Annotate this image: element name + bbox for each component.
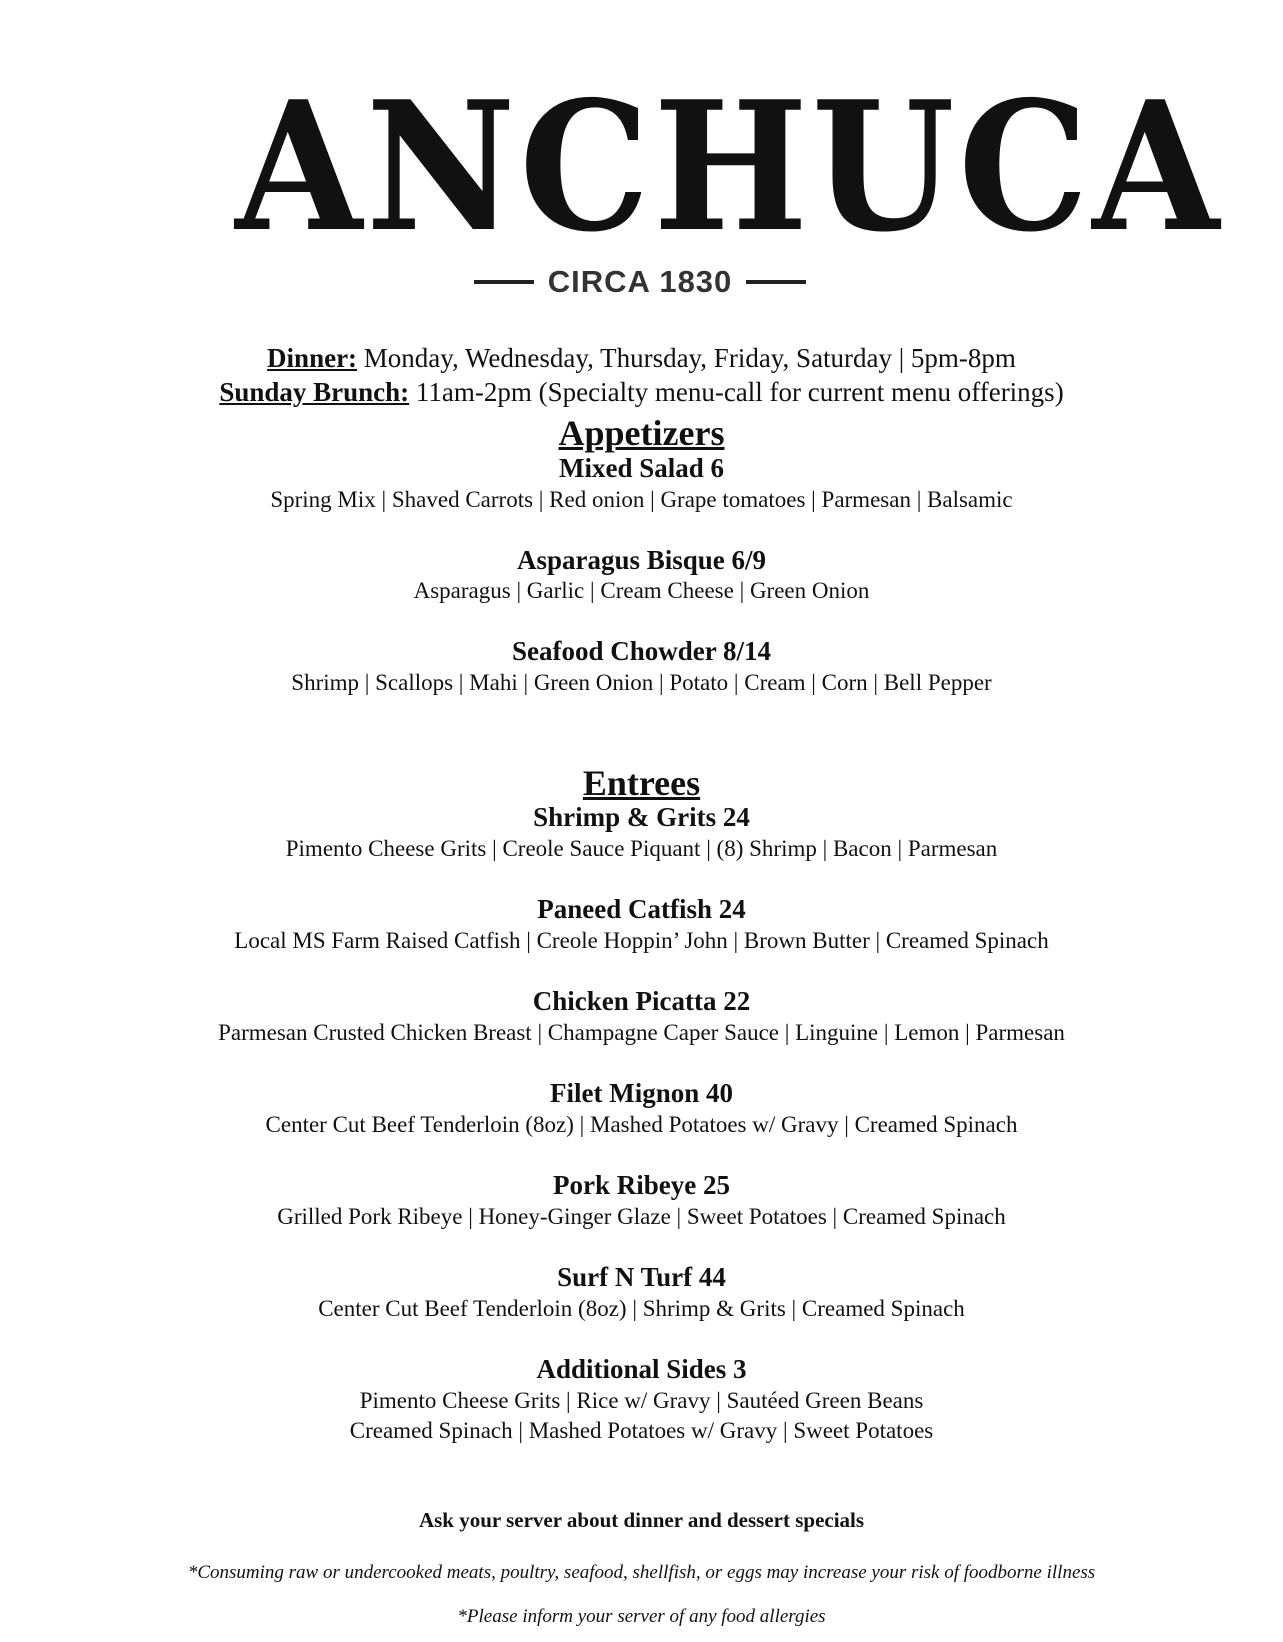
appetizers-heading: Appetizers bbox=[558, 413, 725, 453]
menu-item-name: Shrimp & Grits 24 bbox=[533, 802, 750, 832]
restaurant-logo bbox=[200, 62, 1223, 299]
menu-item-name: Mixed Salad 6 bbox=[558, 453, 725, 483]
sides-heading: Additional Sides 3 bbox=[536, 1354, 747, 1384]
tagline-rule-right bbox=[746, 280, 806, 284]
brunch-text: 11am-2pm (Specialty menu-call for current menu offerings) bbox=[415, 377, 1064, 407]
logo-wordmark: ANCHUCA bbox=[235, 62, 1223, 271]
tagline-rule-left bbox=[474, 280, 534, 284]
tagline-row bbox=[200, 262, 1080, 302]
sides-line: Creamed Spinach | Mashed Potatoes w/ Gravy | Sweet Potatoes bbox=[349, 1418, 934, 1443]
menu-item-name: Seafood Chowder 8/14 bbox=[511, 636, 772, 666]
menu-item-description: Asparagus | Garlic | Cream Cheese | Green Onion bbox=[413, 578, 870, 603]
menu-item-description: Spring Mix | Shaved Carrots | Red onion | Grape tomatoes | Parmesan | Balsamic bbox=[270, 487, 1013, 512]
menu-item-description: Local MS Farm Raised Catfish | Creole Hoppin’ John | Brown Butter | Creamed Spinach bbox=[234, 928, 1049, 953]
menu-item-name: Chicken Picatta 22 bbox=[532, 986, 751, 1016]
menu-item-description: Parmesan Crusted Chicken Breast | Champagne Caper Sauce | Linguine | Lemon | Parmesan bbox=[218, 1020, 1065, 1045]
menu-item-description: Center Cut Beef Tenderloin (8oz) | Mashed Potatoes w/ Gravy | Creamed Spinach bbox=[265, 1112, 1018, 1137]
dinner-hours bbox=[0, 343, 1283, 374]
menu-item-name: Asparagus Bisque 6/9 bbox=[516, 545, 767, 575]
sides-line: Pimento Cheese Grits | Rice w/ Gravy | Sautéed Green Beans bbox=[359, 1388, 924, 1413]
menu-item-name: Filet Mignon 40 bbox=[550, 1078, 733, 1108]
menu-item-description: Grilled Pork Ribeye | Honey-Ginger Glaze | Sweet Potatoes | Creamed Spinach bbox=[277, 1204, 1006, 1229]
menu-item-name: Pork Ribeye 25 bbox=[553, 1170, 730, 1200]
menu-item-name: Paneed Catfish 24 bbox=[537, 894, 746, 924]
dinner-label: Dinner: bbox=[267, 343, 358, 373]
food-safety-disclaimer: *Consuming raw or undercooked meats, poultry, seafood, shellfish, or eggs may increase your risk of foodborne illness bbox=[187, 1562, 1096, 1583]
specials-note: Ask your server about dinner and dessert specials bbox=[418, 1508, 865, 1532]
menu-item-description: Shrimp | Scallops | Mahi | Green Onion | Potato | Cream | Corn | Bell Pepper bbox=[291, 670, 992, 695]
brunch-hours bbox=[0, 377, 1283, 408]
allergy-notice: *Please inform your server of any food allergies bbox=[457, 1606, 826, 1627]
menu-item-name: Surf N Turf 44 bbox=[557, 1262, 726, 1292]
entrees-heading: Entrees bbox=[582, 763, 701, 803]
menu-item-description: Center Cut Beef Tenderloin (8oz) | Shrimp & Grits | Creamed Spinach bbox=[318, 1296, 965, 1321]
menu-item-description: Pimento Cheese Grits | Creole Sauce Piquant | (8) Shrimp | Bacon | Parmesan bbox=[285, 836, 998, 861]
brunch-label: Sunday Brunch: bbox=[219, 377, 410, 407]
tagline: CIRCA 1830 bbox=[547, 264, 733, 299]
dinner-text: Monday, Wednesday, Thursday, Friday, Saturday | 5pm-8pm bbox=[363, 343, 1016, 373]
